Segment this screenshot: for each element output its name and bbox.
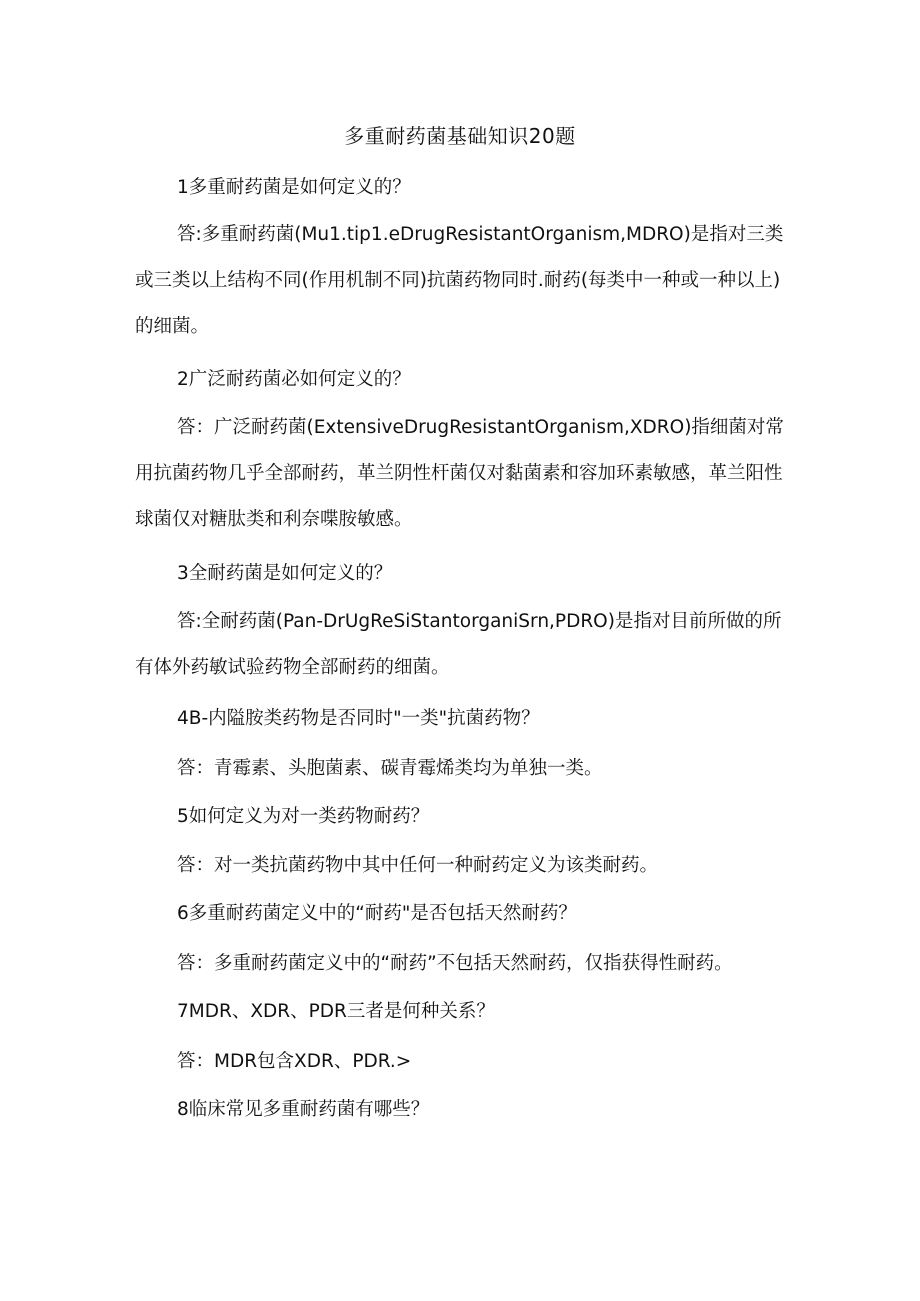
answer-7: 答：MDR包含XDR、PDR.>	[177, 1051, 412, 1072]
question-5: 5如何定义为对一类药物耐药？	[177, 806, 430, 827]
question-6: 6多重耐药菌定义中的“耐药"是否包括天然耐药？	[177, 903, 577, 924]
question-4: 4B-内隘胺类药物是否同时"一类"抗菌药物？	[177, 708, 540, 729]
question-8: 8临床常见多重耐药菌有哪些？	[177, 1099, 430, 1120]
answer-1: 答:多重耐药菌(Mu1.tip1.eDrugResistantOrganism,MDRO)是指对三类或三类以上结构不同(作用机制不同)抗菌药物同时.耐药(每类中一种或一种以上)的细菌。	[135, 224, 784, 337]
question-2: 2广泛耐药菌必如何定义的？	[177, 369, 411, 390]
answer-4: 答：青霉素、头胞菌素、碳青霉烯类均为单独一类。	[177, 758, 603, 779]
answer-3: 答:全耐药菌(Pan-DrUgReSiStantorganiSrn,PDRO)是指对目前所做的所有体外药敏试验药物全部耐药的细菌。	[135, 611, 782, 678]
question-3: 3全耐药菌是如何定义的？	[177, 563, 393, 584]
answer-2: 答：广泛耐药菌(ExtensiveDrugResistantOrganism,XDRO)指细菌对常用抗菌药物几乎全部耐药，革兰阴性杆菌仅对黏菌素和容加环素敏感，革兰阳性球菌仅对糖肽类和利奈喋胺敏感。	[135, 417, 784, 530]
document-title: 多重耐药菌基础知识20题	[344, 124, 576, 148]
question-7: 7MDR、XDR、PDR三者是何种关系？	[177, 1001, 495, 1022]
question-1: 1多重耐药菌是如何定义的？	[177, 177, 411, 198]
answer-5: 答：对一类抗菌药物中其中任何一种耐药定义为该类耐药。	[177, 855, 659, 876]
answer-6: 答：多重耐药菌定义中的“耐药”不包括天然耐药，仅指获得性耐药。	[177, 953, 733, 974]
